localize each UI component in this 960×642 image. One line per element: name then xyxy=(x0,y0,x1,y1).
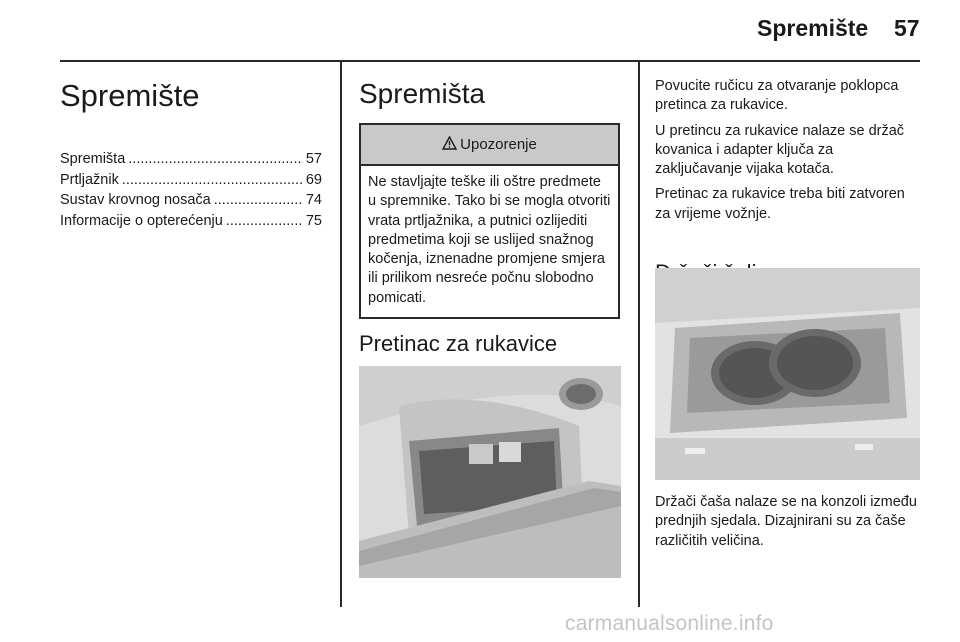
glovebox-title: Pretinac za rukavice xyxy=(359,331,558,356)
warning-box xyxy=(359,123,620,319)
toc-entry-page: 75 xyxy=(305,212,322,229)
page-number: 57 xyxy=(894,15,920,41)
glovebox-paragraph: Povucite ručicu za otvaranje poklopca pretinca za rukavice. xyxy=(655,78,899,114)
toc-leader-dots xyxy=(122,170,303,191)
watermark: carmanualsonline.info xyxy=(565,612,774,635)
toc-leader-dots xyxy=(214,190,303,211)
toc-leader-dots xyxy=(226,211,303,232)
glovebox-paragraph: U pretincu za rukavice nalaze se držač kovanica i adapter ključa za zaključavanje vijaka kotača. xyxy=(655,122,905,178)
cupholders-text: Držači čaša nalaze se na konzoli između prednjih sjedala. Dizajnirani su za čaše različitih veličina. xyxy=(655,494,917,549)
table-of-contents xyxy=(60,149,322,231)
page-header-title: Spremište xyxy=(757,15,869,41)
chapter-title: Spremište xyxy=(60,78,200,113)
toc-entry[interactable] xyxy=(60,170,322,191)
column-divider-left xyxy=(340,62,342,607)
toc-entry-label: Informacije o opterećenju xyxy=(60,212,223,229)
glovebox-text-block xyxy=(655,77,920,224)
toc-entry[interactable] xyxy=(60,190,322,211)
toc-entry-label: Sustav krovnog nosača xyxy=(60,192,211,208)
section-title: Spremišta xyxy=(359,78,486,109)
glovebox-paragraph: Pretinac za rukavice treba biti zatvoren za vrijeme vožnje. xyxy=(655,186,905,222)
warning-header xyxy=(361,125,618,166)
warning-text: Ne stavljajte teške ili oštre predmete u spremnike. Tako bi se mogla otvoriti vrata prtljažnika, a putnici ozlijediti predmetima koji se uslijed snažnog kočenja, iznenadne promjene smjera ili prilikom nesreće počnu slobodno pomicati. xyxy=(368,174,611,306)
warning-title: Upozorenje xyxy=(460,136,537,153)
toc-entry-page: 74 xyxy=(305,192,322,208)
glovebox-photo xyxy=(359,366,621,578)
warning-triangle-icon xyxy=(442,136,457,154)
column-divider-right xyxy=(638,62,640,607)
cupholders-photo xyxy=(655,268,920,480)
header-rule xyxy=(60,60,920,62)
toc-entry[interactable] xyxy=(60,211,322,232)
toc-entry-label: Prtljažnik xyxy=(60,171,119,188)
toc-entry[interactable] xyxy=(60,149,322,170)
toc-entry-page: 69 xyxy=(305,171,322,188)
toc-entry-page: 57 xyxy=(305,151,322,167)
toc-entry-label: Spremišta xyxy=(60,151,126,167)
toc-leader-dots xyxy=(128,149,303,170)
